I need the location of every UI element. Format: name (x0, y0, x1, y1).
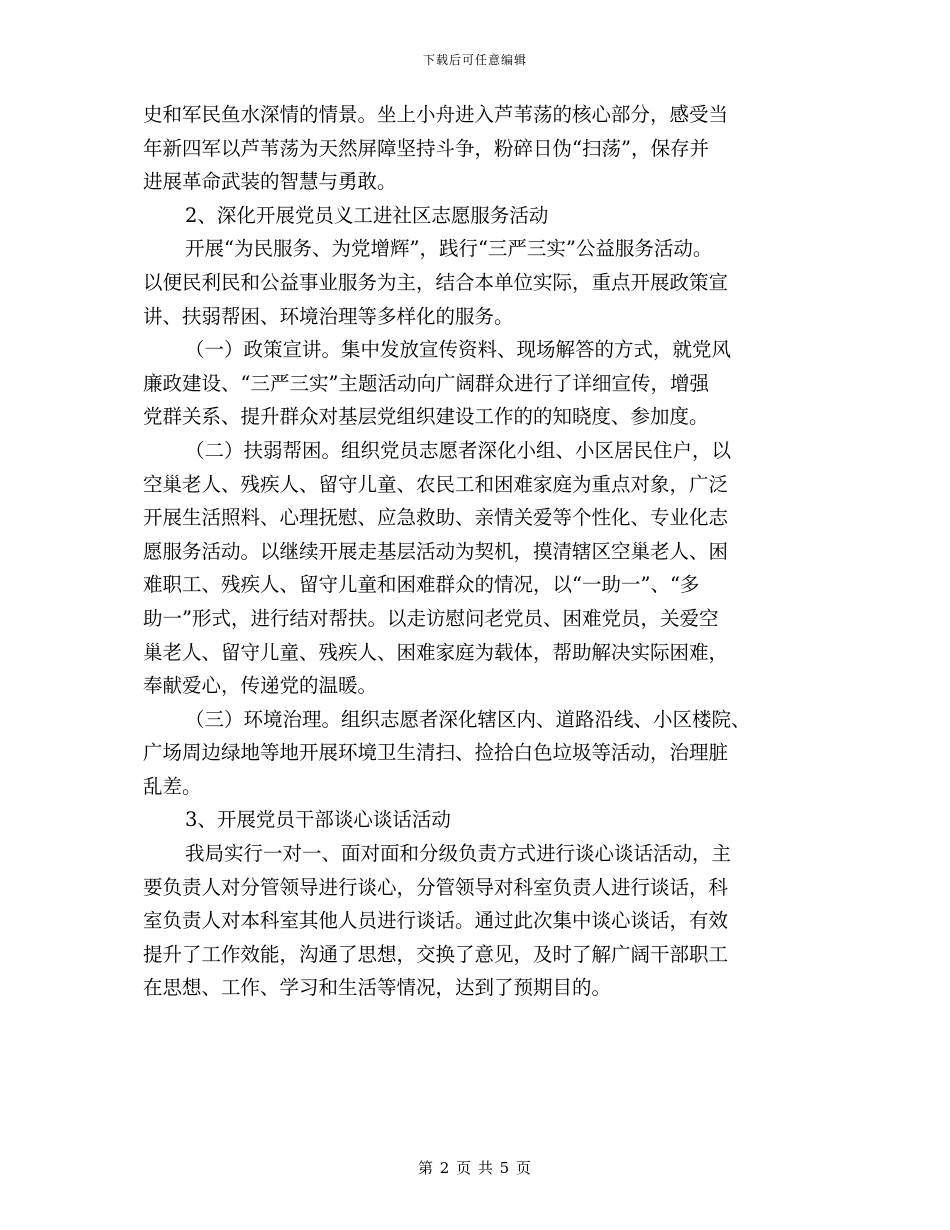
section-heading: 3、开展党员干部谈心谈话活动 (185, 808, 451, 832)
text-line: 在思想、工作、学习和生活等情况，达到了预期目的。 (143, 976, 612, 1000)
text-line: 提升了工作效能，沟通了思想，交换了意见，及时了解广阔干部职工 (143, 942, 729, 966)
document-body (143, 98, 823, 1005)
text-line: 室负责人对本科室其他人员进行谈话。通过此次集中谈心谈话，有效 (143, 909, 729, 933)
paragraph-first-line: （二）扶弱帮困。组织党员志愿者深化小组、小区居民住户，以 (185, 438, 732, 462)
text-line: 空巢老人、残疾人、留守儿童、农民工和困难家庭为重点对象，广泛 (143, 472, 729, 496)
text-line: 党群关系、提升群众对基层党组织建设工作的的知晓度、参加度。 (143, 405, 709, 429)
text-line: 要负责人对分管领导进行谈心，分管领导对科室负责人进行谈话，科 (143, 875, 729, 899)
text-line: 讲、扶弱帮困、环境治理等多样化的服务。 (143, 304, 514, 328)
text-line: 难职工、残疾人、留守儿童和困难群众的情况，以“一助一”、“多 (143, 573, 700, 597)
section-heading: 2、深化开展党员义工进社区志愿服务活动 (185, 203, 549, 227)
page-number: 第 2 页 共 5 页 (418, 1159, 532, 1177)
text-line: 进展革命武装的智慧与勇敢。 (143, 170, 397, 194)
text-line: 广场周边绿地等地开展环境卫生清扫、捡拾白色垃圾等活动，治理脏 (143, 741, 729, 765)
text-line: 以便民利民和公益事业服务为主，结合本单位实际，重点开展政策宣 (143, 270, 729, 294)
text-line: 廉政建设、“三严三实”主题活动向广阔群众进行了详细宣传，增强 (143, 371, 709, 395)
text-line: 史和军民鱼水深情的情景。坐上小舟进入芦苇荡的核心部分，感受当 (143, 103, 729, 126)
text-line: 愿服务活动。以继续开展走基层活动为契机，摸清辖区空巢老人、困 (143, 539, 729, 563)
text-line: 开展生活照料、心理抚慰、应急救助、亲情关爱等个性化、专业化志 (143, 506, 729, 530)
text-line: 巢老人、留守儿童、残疾人、困难家庭为载体，帮助解决实际困难， (143, 640, 729, 664)
text-line: 奉献爱心，传递党的温暖。 (143, 674, 378, 698)
paragraph-first-line: 开展“为民服务、为党增辉”，践行“三严三实”公益服务活动。 (185, 237, 713, 261)
text-line: 年新四军以芦苇荡为天然屏障坚持斗争，粉碎日伪“扫荡”，保存并 (143, 136, 709, 160)
page-header: 下载后可任意编辑 (422, 53, 527, 67)
paragraph-first-line: （三）环境治理。组织志愿者深化辖区内、道路沿线、小区楼院、 (185, 707, 751, 731)
text-line: 乱差。 (143, 774, 202, 798)
text-line: 助一”形式，进行结对帮扶。以走访慰问老党员、困难党员，关爱空 (143, 606, 719, 630)
paragraph-first-line: （一）政策宣讲。集中发放宣传资料、现场解答的方式，就党风 (185, 338, 732, 362)
paragraph-first-line: 我局实行一对一、面对面和分级负责方式进行谈心谈话活动，主 (185, 842, 732, 866)
